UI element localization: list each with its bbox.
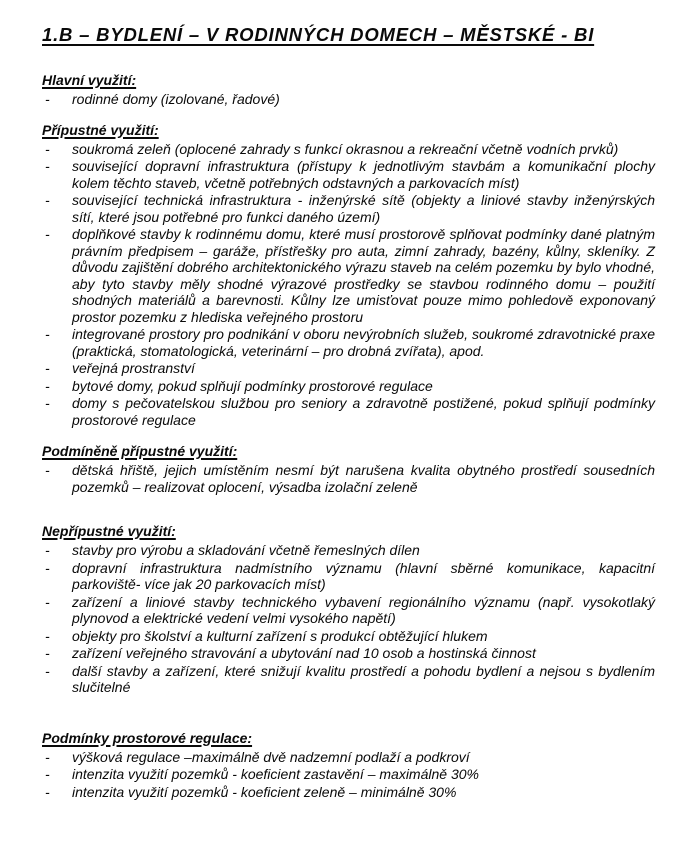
section-heading-nepripustne-vyuziti: Nepřípustné využití: — [42, 523, 176, 539]
list-item: - intenzita využití pozemků - koeficient zeleně – minimálně 30% — [42, 784, 655, 801]
list-item: - zařízení veřejného stravování a ubytování nad 10 osob a hostinská činnost — [42, 645, 655, 662]
bullet-list — [42, 141, 655, 429]
list-item: - zařízení a liniové stavby technického vybavení regionálního významu (např. vysokotlaký plynovod a elektrické vedení velmi vysokého napětí) — [42, 594, 655, 627]
list-item: - soukromá zeleň (oplocené zahrady s funkcí okrasnou a rekreační včetně vodních prvků) — [42, 141, 655, 158]
bullet-list — [42, 91, 655, 108]
section-podminky-prostorove-regulace — [42, 730, 655, 801]
list-item: - související technická infrastruktura - inženýrské sítě (objekty a liniové stavby inženýrských sítí, které jsou potřebné pro funkci daného území) — [42, 192, 655, 225]
list-item: - objekty pro školství a kulturní zařízení s produkcí obtěžující hlukem — [42, 628, 655, 645]
list-item: - intenzita využití pozemků - koeficient zastavění – maximálně 30% — [42, 766, 655, 783]
list-item: - dopravní infrastruktura nadmístního významu (hlavní sběrné komunikace, kapacitní parkoviště- více jak 20 parkovacích míst) — [42, 560, 655, 593]
section-hlavni-vyuziti — [42, 72, 655, 108]
bullet-list — [42, 542, 655, 696]
section-heading-podminky-prostorove-regulace: Podmínky prostorové regulace: — [42, 729, 253, 746]
list-item: - bytové domy, pokud splňují podmínky prostorové regulace — [42, 378, 655, 395]
list-item: - stavby pro výrobu a skladování včetně řemeslných dílen — [42, 542, 655, 559]
section-podminene-pripustne-vyuziti — [42, 443, 655, 495]
section-heading-podminene-pripustne-vyuziti: Podmíněně přípustné využití: — [42, 443, 238, 459]
section-nepripustne-vyuziti — [42, 523, 655, 696]
list-item: - integrované prostory pro podnikání v oboru nevýrobních služeb, soukromé zdravotnické praxe (praktická, stomatologická, veterinární – pro drobná zvířata), apod. — [42, 326, 655, 359]
section-pripustne-vyuziti — [42, 122, 655, 429]
page-title: 1.B – BYDLENÍ – V RODINNÝCH DOMECH – MĚSTSKÉ - BI — [42, 24, 595, 45]
list-item: - rodinné domy (izolované, řadové) — [42, 91, 655, 108]
list-item: - domy s pečovatelskou službou pro seniory a zdravotně postižené, pokud splňují podmínky prostorové regulace — [42, 395, 655, 428]
list-item: - výšková regulace –maximálně dvě nadzemní podlaží a podkroví — [42, 749, 655, 766]
list-item: - doplňkové stavby k rodinnému domu, které musí prostorově splňovat podmínky dané platným právním předpisem – garáže, přístřešky pro auta, zimní zahrady, bazény, kůlny, skleníky. Z důvodu zajištění dobrého architektonického výrazu staveb na celém pozemku by bylo vhodné, aby tyto stavby měly shodné výrazové prostředky se stavbou rodinného domu – použití shodných materiálů a barevnosti. Kůlny lze umisťovat pouze mimo pohledově exponovaný prostor pozemku z hlediska veřejného prostoru — [42, 226, 655, 325]
section-heading-hlavni-vyuziti: Hlavní využití: — [42, 72, 137, 88]
bullet-list — [42, 462, 655, 495]
list-item: - dětská hřiště, jejich umístěním nesmí být narušena kvalita obytného prostředí sousedních pozemků – realizovat oplocení, výsadba izolační zeleně — [42, 462, 655, 495]
list-item: - související dopravní infrastruktura (přístupy k jednotlivým stavbám a komunikační plochy kolem těchto staveb, včetně potřebných odstavných a parkovacích míst) — [42, 158, 655, 191]
section-heading-pripustne-vyuziti: Přípustné využití: — [42, 121, 159, 138]
list-item: - další stavby a zařízení, které snižují kvalitu prostředí a pohodu bydlení a nejsou s bydlením slučitelné — [42, 663, 655, 696]
bullet-list — [42, 749, 655, 801]
list-item: - veřejná prostranství — [42, 360, 655, 377]
